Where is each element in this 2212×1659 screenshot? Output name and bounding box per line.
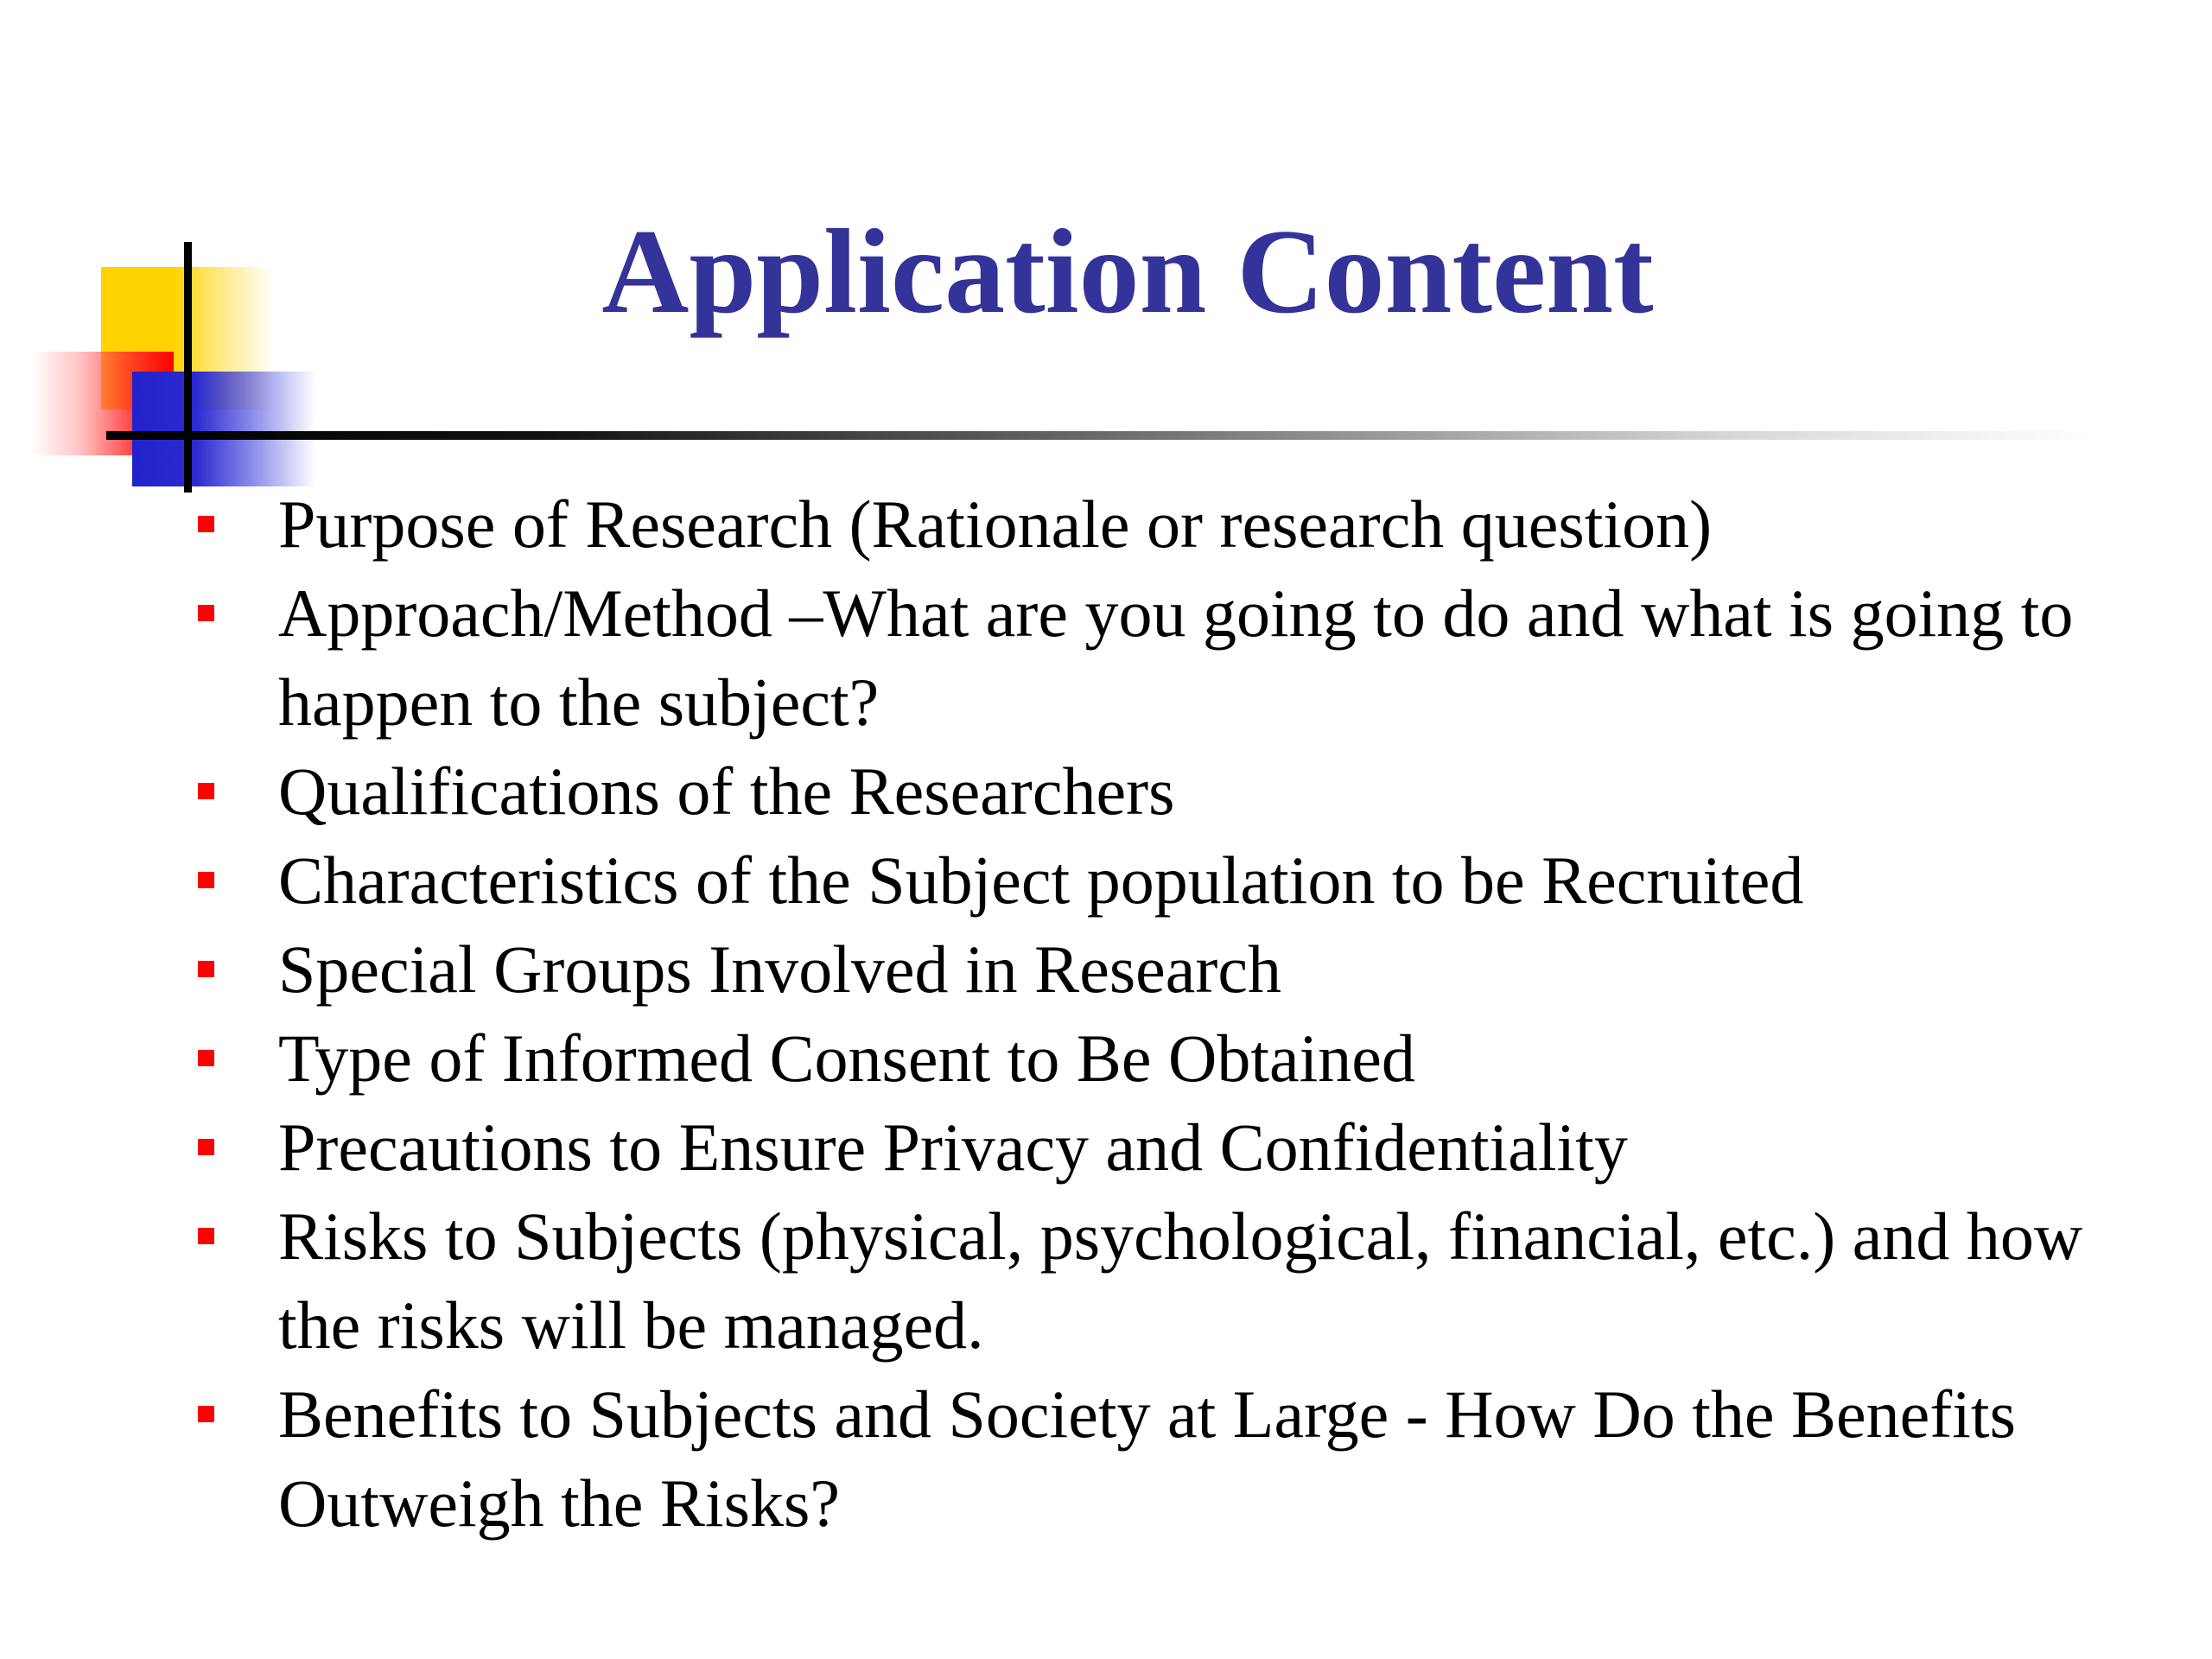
square-bullet-icon [198, 1139, 214, 1155]
bullet-text: Approach/Method –What are you going to do and what is going to happen to the subject? [278, 575, 2074, 740]
bullet-item [192, 747, 2179, 836]
slide-title: Application Content [601, 205, 1654, 339]
bullet-item [192, 836, 2179, 925]
decor-blue-square [132, 372, 315, 486]
bullet-item [192, 1103, 2179, 1192]
bullet-text: Type of Informed Consent to Be Obtained [278, 1020, 1415, 1096]
square-bullet-icon [198, 1406, 214, 1422]
bullet-text: Characteristics of the Subject population to be Recruited [278, 842, 1804, 918]
title-underline [106, 431, 2094, 440]
bullet-item [192, 1370, 2179, 1548]
bullet-text: Qualifications of the Researchers [278, 753, 1175, 829]
square-bullet-icon [198, 961, 214, 977]
square-bullet-icon [198, 872, 214, 888]
bullet-item [192, 1014, 2179, 1103]
bullet-item [192, 480, 2179, 569]
bullet-item [192, 925, 2179, 1014]
bullet-item [192, 569, 2179, 747]
bullet-text: Purpose of Research (Rationale or research question) [278, 486, 1713, 562]
square-bullet-icon [198, 1228, 214, 1244]
square-bullet-icon [198, 783, 214, 799]
bullet-list [192, 480, 2179, 1548]
square-bullet-icon [198, 1050, 214, 1066]
bullet-text: Precautions to Ensure Privacy and Confidentiality [278, 1109, 1628, 1185]
bullet-item [192, 1192, 2179, 1370]
bullet-text: Special Groups Involved in Research [278, 931, 1282, 1007]
square-bullet-icon [198, 516, 214, 532]
square-bullet-icon [198, 605, 214, 621]
bullet-text: Benefits to Subjects and Society at Large - How Do the Benefits Outweigh the Risks? [278, 1376, 2016, 1541]
bullet-text: Risks to Subjects (physical, psychological, financial, etc.) and how the risks will be managed. [278, 1198, 2083, 1363]
